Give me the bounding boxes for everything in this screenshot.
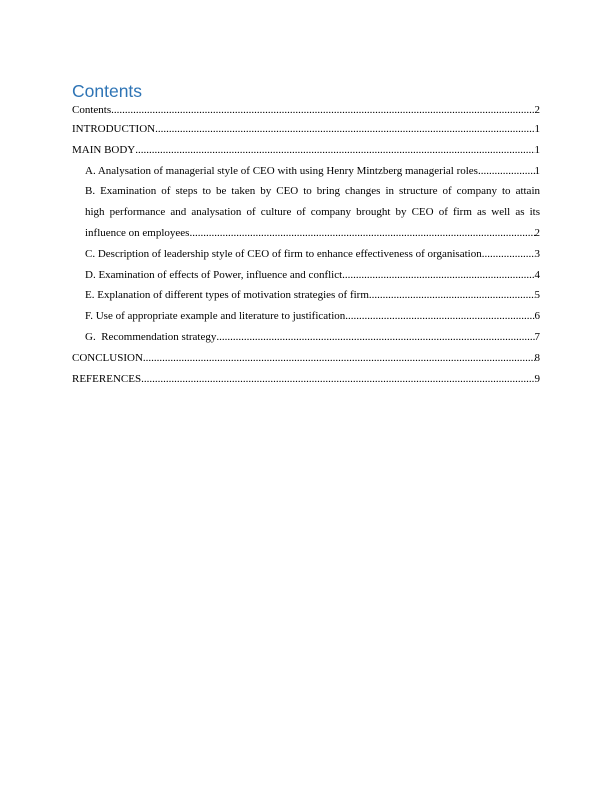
toc-page-number: 5	[534, 289, 540, 302]
dot-leader	[482, 244, 535, 265]
toc-entry-label: MAIN BODY	[72, 143, 136, 156]
dot-leader	[143, 348, 535, 369]
dot-leader	[369, 285, 535, 306]
toc-entry-label: E. Explanation of different types of motivation strategies of firm	[85, 289, 369, 302]
toc-entry-label: influence on employees	[85, 226, 190, 239]
toc-page-number: 1	[534, 143, 540, 156]
dot-leader	[141, 369, 534, 390]
toc-entry-conclusion[interactable]	[72, 348, 540, 369]
toc-page-number: 8	[534, 351, 540, 364]
toc-entry-section-e[interactable]	[72, 285, 540, 306]
toc-entry-label-line-1: B. Examination of steps to be taken by CEO to bring changes in structure of company to attain	[85, 185, 540, 198]
toc-entry-label: F. Use of appropriate example and literature to justification	[85, 310, 346, 323]
toc-page-number: 3	[534, 247, 540, 260]
toc-entry-label: CONCLUSION	[72, 351, 143, 364]
toc-page-number: 1	[534, 164, 540, 177]
toc-entry-introduction[interactable]	[72, 119, 540, 140]
dot-leader	[111, 101, 534, 119]
toc-entry-label: REFERENCES	[72, 372, 142, 385]
dot-leader	[342, 265, 534, 286]
dot-leader	[135, 140, 534, 161]
toc-entry-label: INTRODUCTION	[72, 123, 156, 135]
toc-entry-section-c[interactable]	[72, 244, 540, 265]
toc-entry-section-b[interactable]	[72, 181, 540, 243]
toc-page-number: 2	[534, 226, 540, 239]
toc-entry-label-line-2: high performance and analysation of culture of company brought by CEO of firm as well as its	[85, 206, 540, 219]
dot-leader	[155, 119, 534, 140]
toc-entry-main-body[interactable]	[72, 140, 540, 161]
toc-entry-section-f[interactable]	[72, 306, 540, 327]
dot-leader	[189, 223, 534, 244]
toc-entry-label: A. Analysation of managerial style of CEO with using Henry Mintzberg managerial roles	[85, 164, 478, 177]
toc-entry-section-a[interactable]	[72, 161, 540, 182]
toc-page-number: 6	[534, 310, 540, 323]
toc-entry-section-g[interactable]	[72, 327, 540, 348]
toc-page-number: 2	[534, 104, 540, 116]
toc-page-number: 4	[534, 268, 540, 281]
dot-leader	[345, 306, 534, 327]
toc-entry-label: C. Description of leadership style of CEO of firm to enhance effectiveness of organisation	[85, 247, 482, 260]
toc-entry-label: G. Recommendation strategy	[85, 330, 217, 343]
toc-entry-section-d[interactable]	[72, 265, 540, 286]
toc-page-number: 9	[534, 372, 540, 385]
toc-entry-label: Contents	[72, 104, 112, 116]
toc-page-number: 1	[534, 123, 540, 135]
toc-entry-contents[interactable]	[72, 101, 540, 119]
toc-page-number: 7	[534, 330, 540, 343]
toc-entry-references[interactable]	[72, 369, 540, 390]
toc-entry-label: D. Examination of effects of Power, influence and conflict	[85, 268, 343, 281]
dot-leader	[478, 161, 535, 182]
toc-heading: Contents	[72, 81, 143, 101]
table-of-contents	[72, 101, 540, 389]
dot-leader	[216, 327, 534, 348]
toc-entry-label-line-3	[85, 223, 540, 244]
